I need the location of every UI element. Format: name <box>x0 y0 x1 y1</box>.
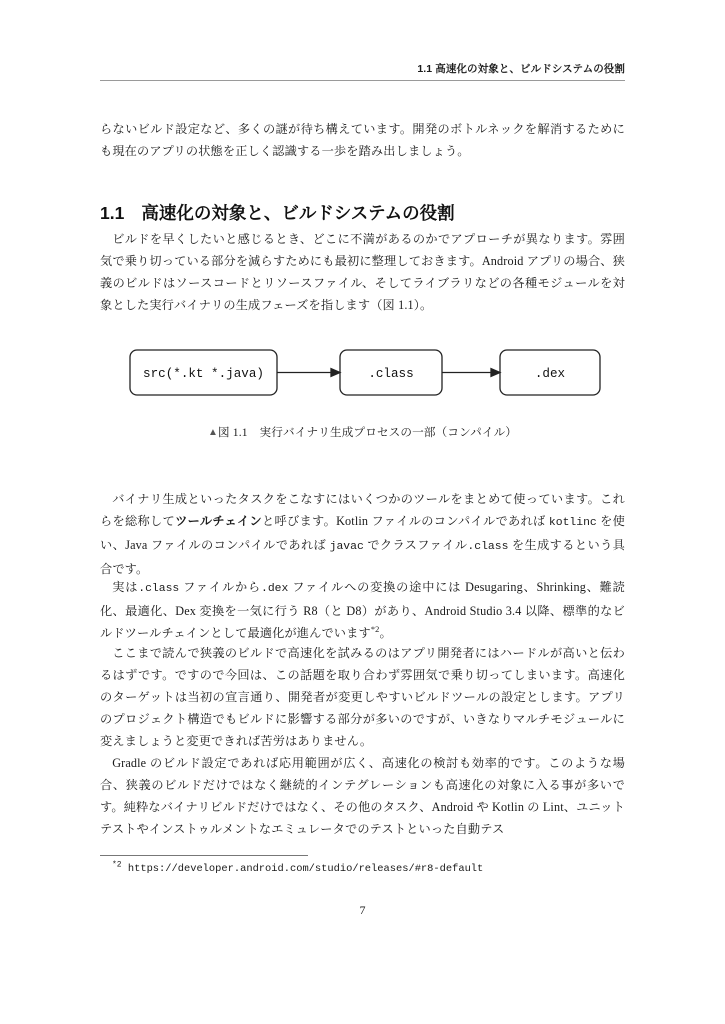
paragraph-3-code-class: .class <box>138 583 180 595</box>
intro-paragraph-block <box>100 118 625 162</box>
paragraph-2-text-d: でクラスファイル <box>363 538 468 552</box>
paragraph-4: ここまで読んで狭義のビルドで高速化を試みるのはアプリ開発者にはハードルが高いと伝わるはずです。ですので今回は、この話題を取り合わず雰囲気で乗り切ってしまいます。高速化のターゲットは当初の宣言通り、開発者が変更しやすいビルドツールの設定とします。アプリのプロジェクト構造でもビルドに影響する部分が多いのですが、いきなりマルチモジュールに変えましょうと変更できれば苦労はありません。 <box>100 646 625 748</box>
paragraph-1: ビルドを早くしたいと感じるとき、どこに不満があるのかでアプローチが異なります。雰囲気で乗り切っている部分を減らすためにも最初に整理しておきます。Android アプリの場合、狭義のビルドはソースコードとリソースファイル、そしてライブラリなどの各種モジュールを対象とした実行バイナリの生成フェーズを指します（図 1.1）。 <box>100 232 625 312</box>
figure-caption-label: 図 1.1 <box>218 426 248 439</box>
section-heading <box>100 201 625 225</box>
section-title: 高速化の対象と、ビルドシステムの役割 <box>141 202 455 223</box>
figure-caption-marker: ▲ <box>207 427 218 438</box>
paragraph-2-text-b: と呼びます。Kotlin ファイルのコンパイルであれば <box>262 514 549 528</box>
paragraph-block-5 <box>100 752 625 840</box>
header-divider <box>100 80 625 81</box>
footnote-url[interactable]: https://developer.android.com/studio/releases/#r8-default <box>127 863 484 875</box>
running-header-title: 1.1 高速化の対象と、ビルドシステムの役割 <box>417 63 625 75</box>
footnote-reference-mark: *2 <box>370 624 380 634</box>
running-header <box>100 62 625 76</box>
figure-caption-text: 実行バイナリ生成プロセスの一部（コンパイル） <box>259 426 518 439</box>
paragraph-2-code-javac: javac <box>329 541 364 553</box>
paragraph-2-code-class: .class <box>467 541 509 553</box>
paragraph-3-code-dex: .dex <box>261 583 289 595</box>
paragraph-2-text-c: を使い、Java ファイルのコンパイルであれば <box>100 514 625 552</box>
intro-paragraph: らないビルド設定など、多くの謎が待ち構えています。開発のボトルネックを解消するためにも現在のアプリの状態を正しく認識する一歩を踏み出しましょう。 <box>100 122 625 158</box>
paragraph-2-code-kotlinc: kotlinc <box>548 517 597 529</box>
paragraph-5: Gradle のビルド設定であれば応用範囲が広く、高速化の検討も効率的です。このような場合、狭義のビルドだけではなく継続的インテグレーションも高速化の対象に入る事が多いです。純粋なバイナリビルドだけではなく、その他のタスク、Android や Kotlin の Lint、ユニットテストやインストゥルメントなエミュレータでのテストといった自動テス <box>100 756 625 836</box>
paragraph-2 <box>100 488 625 580</box>
footnote-divider <box>100 855 308 856</box>
paragraph-block-2 <box>100 488 625 580</box>
figure-caption <box>100 424 625 442</box>
page-number: 7 <box>359 903 366 917</box>
figure-arrow-head-1 <box>491 369 500 377</box>
paragraph-block-3 <box>100 576 625 644</box>
figure-node-label-1: .class <box>368 367 414 381</box>
paragraph-2-emphasis: ツールチェイン <box>175 514 263 528</box>
paragraph-block-1 <box>100 228 625 316</box>
figure-compile-pipeline <box>100 344 625 402</box>
figure-node-label-2: .dex <box>534 367 566 381</box>
footnote-mark: *2 <box>112 860 122 870</box>
section-number: 1.1 <box>100 202 125 223</box>
paragraph-3 <box>100 576 625 644</box>
paragraph-2-text-a: バイナリ生成といったタスクをこなすにはいくつかのツールをまとめて使っています。これらを総称して <box>100 492 625 528</box>
paragraph-block-4 <box>100 642 625 752</box>
paragraph-3-text-d: 。 <box>379 626 392 640</box>
paragraph-3-text-c: ファイルへの変換の途中には Desugaring、Shrinking、難読化、最適化、Dex 変換を一気に行う R8（と D8）があり、Android Studio 3.4 以降、標準的なビルドツールチェインとして最適化が進んでいます <box>100 580 625 640</box>
paragraph-3-text-a: 実は <box>112 580 139 594</box>
paragraph-3-text-b: ファイルから <box>179 580 262 594</box>
footnote-entry <box>112 861 625 877</box>
figure-arrow-head-0 <box>331 369 340 377</box>
figure-node-label-0: src(*.kt *.java) <box>143 367 264 381</box>
paragraph-2-text-e: を生成するという具合です。 <box>100 538 626 576</box>
